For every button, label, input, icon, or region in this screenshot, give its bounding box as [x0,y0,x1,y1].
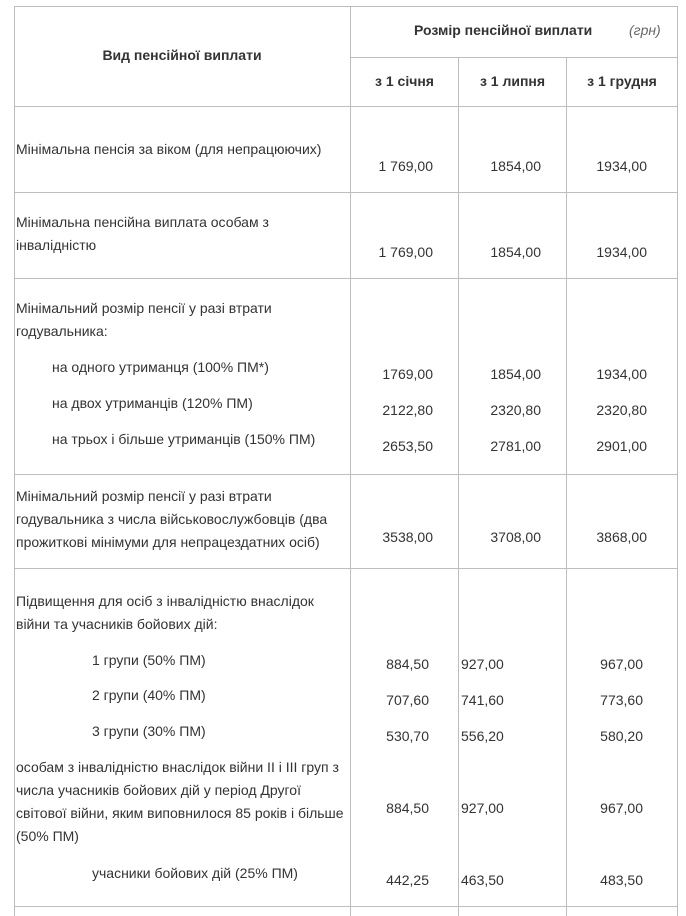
value-dec: 580,20 [600,728,643,744]
sub-label: на двох утриманців (120% ПМ) [52,395,253,411]
sub-label: 2 групи (40% ПМ) [92,687,206,703]
sub-label: на трьох і більше утриманців (150% ПМ) [52,431,316,447]
value-jan: 442,25 [386,872,429,888]
value-dec: 2901,00 [596,438,647,454]
value-jul: 1854,00 [490,244,541,260]
border-left [14,6,15,916]
border-col2 [458,57,459,916]
border-header-mid [350,57,678,58]
border-row4 [14,568,678,569]
sub-label: на одного утриманця (100% ПМ*) [52,359,269,375]
value-dec: 967,00 [600,800,643,816]
row-label-line: прожиткові мінімуми для непрацездатних осіб) [16,534,320,550]
value-jul: 463,50 [461,872,504,888]
border-col1 [350,6,351,916]
value-jul: 741,60 [461,692,504,708]
value-jan: 2653,50 [382,438,433,454]
header-date-jan: з 1 січня [375,73,434,89]
row-label-line: світової війни, яким виповнилося 85 років і більше [16,805,344,821]
row-label-line: Підвищення для осіб з інвалідністю внаслідок [16,593,314,609]
value-dec: 773,60 [600,692,643,708]
header-unit: (грн) [629,22,661,38]
row-label-line: особам з інвалідністю внаслідок війни II і III груп з [16,759,339,775]
value-jul: 1854,00 [490,158,541,174]
value-dec: 1934,00 [596,158,647,174]
row-label-line: Мінімальний розмір пенсії у разі втрати [16,488,272,504]
row-label-line: годувальника з числа військовослужбовців (два [16,511,328,527]
border-col3 [566,57,567,916]
value-jan: 884,50 [386,656,429,672]
value-jul: 1854,00 [490,366,541,382]
value-jan: 1 769,00 [378,158,433,174]
value-jan: 1769,00 [382,366,433,382]
value-jul: 556,20 [461,728,504,744]
value-jan: 884,50 [386,800,429,816]
value-dec: 967,00 [600,656,643,672]
value-dec: 1934,00 [596,366,647,382]
value-jan: 1 769,00 [378,244,433,260]
row-label-line: числа учасників бойових дій у період Другої [16,782,301,798]
value-dec: 483,50 [600,872,643,888]
value-dec: 3868,00 [596,529,647,545]
value-jul: 2781,00 [490,438,541,454]
row-label-line: інвалідністю [16,237,97,253]
pension-table [14,6,678,916]
row-label-line: (50% ПМ) [16,828,79,844]
sub-label: 3 групи (30% ПМ) [92,723,206,739]
border-row5 [14,906,678,907]
border-right [677,6,678,916]
value-jan: 530,70 [386,728,429,744]
value-jan: 3538,00 [382,529,433,545]
row-label: Мінімальна пенсія за віком (для непрацюючих) [16,141,322,157]
row-label-line: годувальника: [16,323,108,339]
value-dec: 2320,80 [596,402,647,418]
value-jul: 927,00 [461,656,504,672]
row-label-line: Мінімальна пенсійна виплата особам з [16,214,269,230]
sub-label: 1 групи (50% ПМ) [92,652,206,668]
header-kind: Вид пенсійної виплати [102,47,262,63]
row-label-line: війни та учасників бойових дій: [16,616,218,632]
border-row2 [14,278,678,279]
border-row3 [14,474,678,475]
border-row1 [14,192,678,193]
header-date-jul: з 1 липня [479,73,546,89]
value-jul: 3708,00 [490,529,541,545]
row-label-line: Мінімальний розмір пенсії у разі втрати [16,300,272,316]
value-dec: 1934,00 [596,244,647,260]
value-jul: 927,00 [461,800,504,816]
value-jan: 2122,80 [382,402,433,418]
border-header-bottom [14,106,678,107]
sub-label: учасники бойових дій (25% ПМ) [92,865,298,881]
header-amount: Розмір пенсійної виплати [414,22,593,38]
header-date-dec: з 1 грудня [587,73,657,89]
border-top [14,6,678,7]
value-jul: 2320,80 [490,402,541,418]
value-jan: 707,60 [386,692,429,708]
